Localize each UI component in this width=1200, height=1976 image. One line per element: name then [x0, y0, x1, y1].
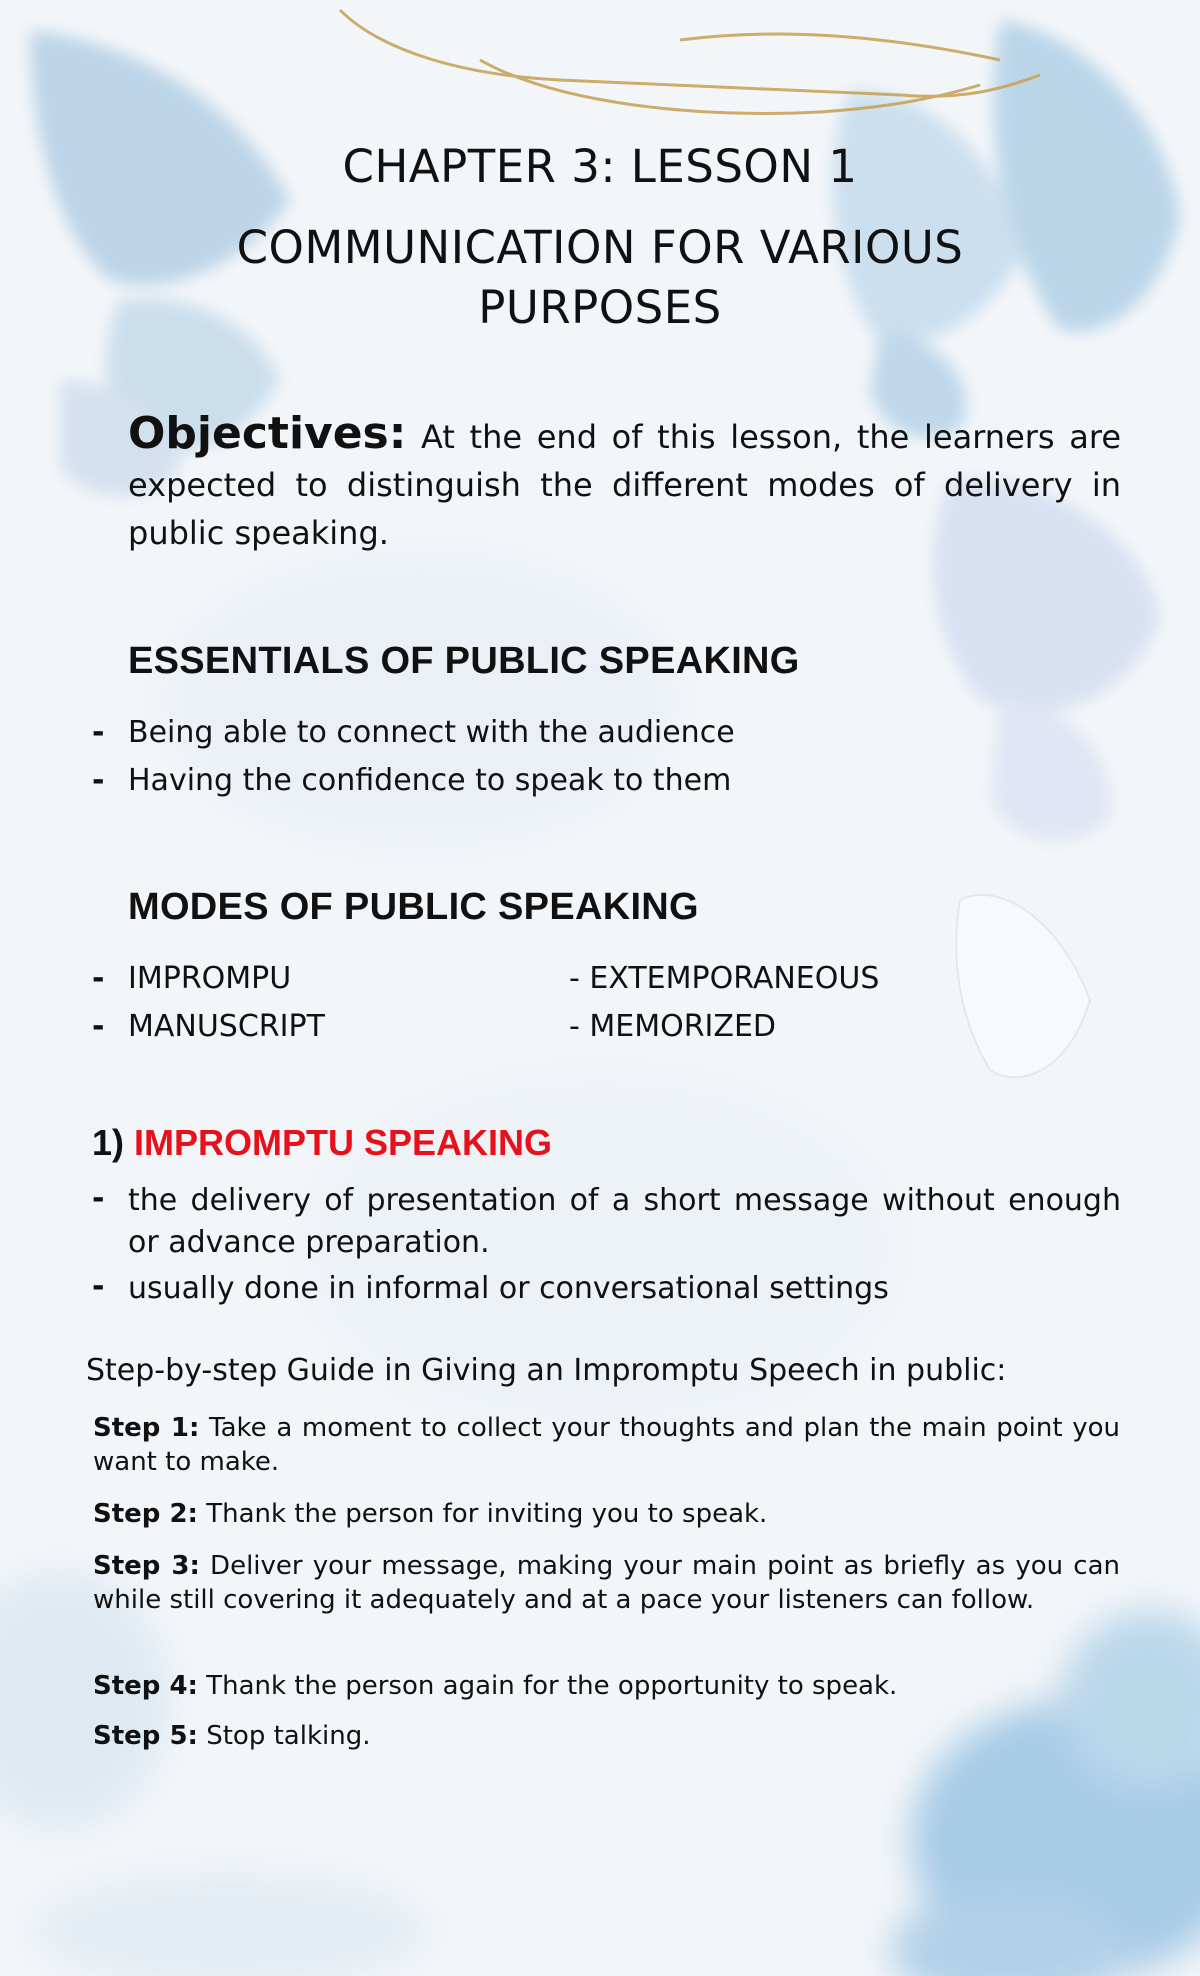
impromptu-item-1: the delivery of presentation of a short message without enough or advance preparation. [128, 1183, 1121, 1260]
dash-bullet: - [92, 715, 105, 750]
essentials-heading: ESSENTIALS OF PUBLIC SPEAKING [128, 640, 800, 682]
impromptu-number: 1) [92, 1122, 125, 1163]
modes-heading: MODES OF PUBLIC SPEAKING [128, 886, 699, 928]
list-item [92, 1003, 1028, 1051]
chapter-title: CHAPTER 3: LESSON 1 [342, 140, 858, 193]
list-item [92, 757, 1121, 805]
dash-bullet: - [92, 1269, 105, 1304]
step-label: Step 3: [93, 1551, 200, 1581]
list-item [92, 1268, 1121, 1310]
step-text: Deliver your message, making your main point as briefly as you can while still covering it adequately and at a pace your listeners can follow. [93, 1551, 1120, 1615]
impromptu-title: IMPROMPTU SPEAKING [134, 1122, 553, 1163]
step-2 [93, 1497, 1120, 1531]
step-text: Stop talking. [206, 1721, 371, 1751]
mode-impromptu: IMPROMPU [128, 961, 292, 996]
list-item [92, 709, 1121, 757]
step-text: Thank the person for inviting you to speak. [206, 1499, 768, 1529]
list-item [92, 1180, 1121, 1264]
lesson-title: COMMUNICATION FOR VARIOUS PURPOSES [236, 221, 964, 334]
step-4 [93, 1669, 1120, 1703]
objectives-label: Objectives: [128, 408, 407, 459]
step-label: Step 1: [93, 1413, 200, 1443]
step-label: Step 4: [93, 1671, 198, 1701]
objectives-paragraph [128, 410, 1121, 557]
modes-list [92, 955, 1028, 1051]
mode-manuscript: MANUSCRIPT [128, 1009, 325, 1044]
list-item [92, 955, 1028, 1003]
impromptu-item-2: usually done in informal or conversational settings [128, 1271, 889, 1306]
step-5 [93, 1719, 1120, 1753]
dash-bullet: - [92, 1181, 105, 1216]
step-3 [93, 1549, 1120, 1617]
step-label: Step 2: [93, 1499, 198, 1529]
objectives-text: At the end of this lesson, the learners are expected to distinguish the different modes of delivery in public speaking. [128, 418, 1122, 552]
step-1 [93, 1411, 1120, 1479]
impromptu-list [92, 1180, 1121, 1310]
step-label: Step 5: [93, 1721, 198, 1751]
impromptu-heading [92, 1122, 552, 1164]
guide-title: Step-by-step Guide in Giving an Impromptu Speech in public: [86, 1353, 1007, 1388]
essentials-item-1: Being able to connect with the audience [128, 715, 735, 750]
dash-bullet: - [92, 961, 105, 996]
mode-memorized: - MEMORIZED [569, 1009, 776, 1044]
mode-extemporaneous: - EXTEMPORANEOUS [569, 961, 880, 996]
dash-bullet: - [92, 763, 105, 798]
step-text: Thank the person again for the opportunity to speak. [206, 1671, 898, 1701]
step-text: Take a moment to collect your thoughts and plan the main point you want to make. [93, 1413, 1120, 1477]
essentials-list [92, 709, 1121, 805]
essentials-item-2: Having the confidence to speak to them [128, 763, 732, 798]
dash-bullet: - [92, 1009, 105, 1044]
